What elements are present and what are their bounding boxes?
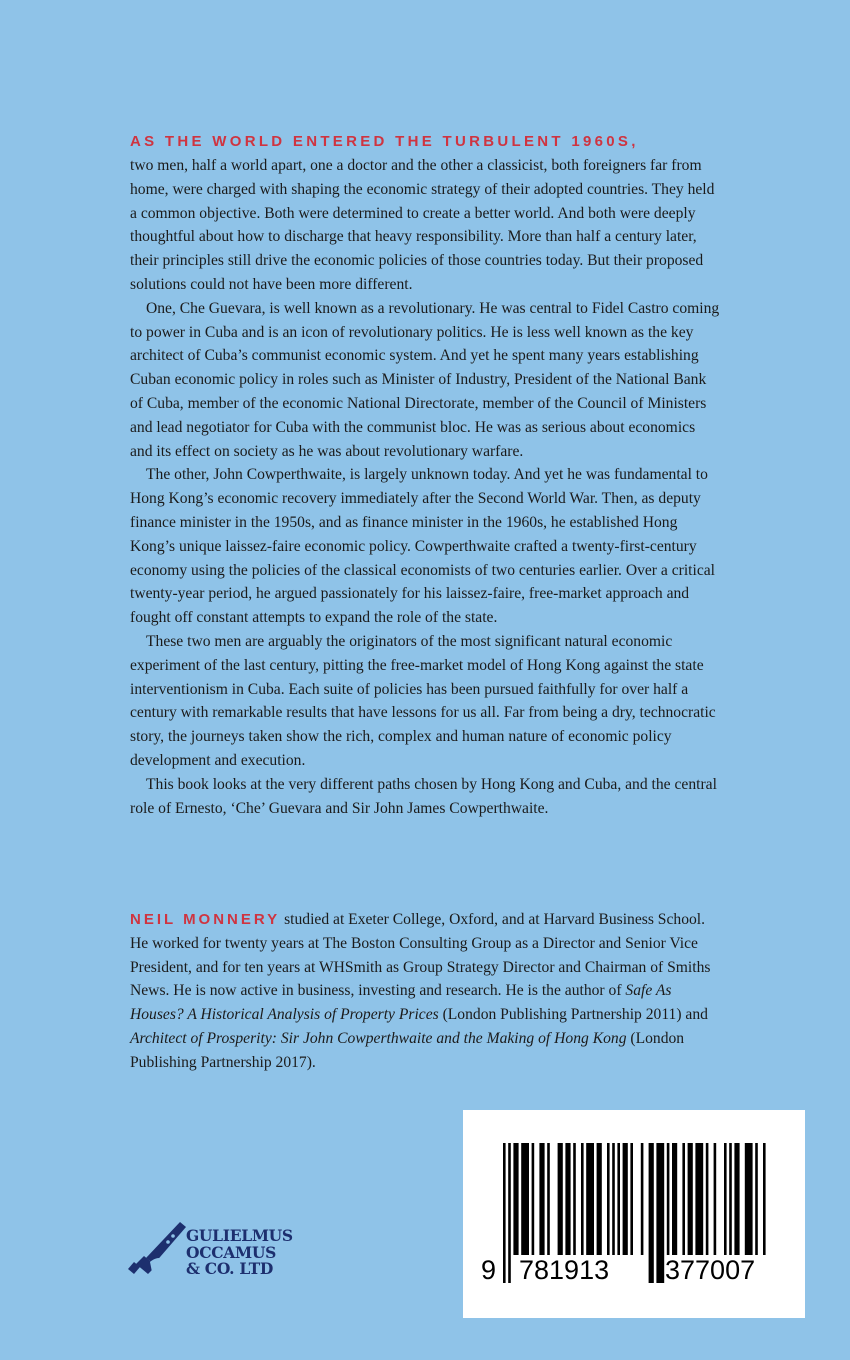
barcode-bar [617, 1143, 620, 1255]
barcode-bar [558, 1143, 563, 1255]
book-title: Architect of Prosperity: Sir John Cowperthwaite and the Making of Hong Kong [130, 1029, 627, 1047]
barcode-bar [682, 1143, 685, 1255]
barcode-bar [513, 1143, 518, 1255]
blurb-paragraph: two men, half a world apart, one a doctor and the other a classicist, both foreigners far from home, were charged with shaping the economic strategy of their adopted countries. They held a common objective. Both were determined to create a better world. And both were deeply thoughtful about how to discharge that heavy responsibility. More than half a century later, their principles still drive the economic policies of those countries today. But their proposed solutions could not have been more different. [130, 157, 715, 293]
barcode-bar [667, 1143, 670, 1255]
barcode-bar [630, 1143, 633, 1255]
book-title: Safe As Houses? A Historical Analysis of Property Prices [130, 982, 672, 1024]
barcode-bar [573, 1143, 576, 1255]
isbn-number [463, 1255, 805, 1285]
blurb-paragraph: The other, John Cowperthwaite, is largely unknown today. And yet he was fundamental to Hong Kong’s economic recovery immediately after the Second World War. Then, as deputy finance minister in the 1950s, and as finance minister in the 1960s, he established Hong Kong’s unique laissez-faire economic policy. Cowperthwaite crafted a twenty-first-century economy using the policies of the classical economists of two centuries earlier. Over a critical twenty-year period, he argued passionately for his laissez-faire, free-market approach and fought off constant attempts to expand the role of the state. [130, 466, 716, 627]
barcode-bar [607, 1143, 610, 1255]
barcode-bars [463, 1110, 805, 1318]
barcode-bar [612, 1143, 615, 1255]
barcode-bar [539, 1143, 544, 1255]
barcode-bar [672, 1143, 677, 1255]
bio-text: (London Publishing Partnership 2011) and [438, 1006, 708, 1024]
barcode-bar [565, 1143, 570, 1255]
isbn-barcode [463, 1110, 805, 1318]
blurb-paragraph: This book looks at the very different paths chosen by Hong Kong and Cuba, and the central role of Ernesto, ‘Che’ Guevara and Sir John James Cowperthwaite. [130, 775, 717, 817]
razor-icon [128, 1218, 188, 1288]
publisher-line: OCCAMUS [186, 1242, 276, 1262]
barcode-bar [714, 1143, 717, 1255]
barcode-bar [532, 1143, 535, 1255]
author-name: NEIL MONNERY [130, 911, 281, 928]
blurb-kicker: AS THE WORLD ENTERED THE TURBULENT 1960S, [130, 133, 639, 150]
barcode-bar [547, 1143, 550, 1255]
barcode-bar [706, 1143, 709, 1255]
barcode-bar [688, 1143, 693, 1255]
barcode-bar [729, 1143, 732, 1255]
bio-text: studied at Exeter College, Oxford, and at Harvard Business School. He worked for twenty years at The Boston Consulting Group as a Director and Senior Vice President, and for ten years at WHSmith as Group Strategy Director and Chairman of Smiths News. He is now active in business, investing and research. He is the author of [130, 911, 711, 1000]
barcode-bar [724, 1143, 727, 1255]
publisher-line: GULIELMUS [186, 1226, 293, 1245]
publisher-line: & CO. LTD [186, 1259, 274, 1278]
barcode-bar [597, 1143, 602, 1255]
blurb-lead-paragraph [130, 130, 720, 297]
barcode-bar [695, 1143, 703, 1255]
barcode-bar [734, 1143, 739, 1255]
blurb-paragraph: These two men are arguably the originators of the most significant natural economic experiment of the last century, pitting the free-market model of Hong Kong against the state interventionism in Cuba. Each suite of policies has been pursued faithfully for over half a century with remarkable results that have lessons for us all. Far from being a dry, technocratic story, the journeys taken show the rich, complex and human nature of economic policy development and execution. [130, 632, 716, 769]
barcode-bar [586, 1143, 594, 1255]
barcode-bar [745, 1143, 753, 1255]
barcode-bar [521, 1143, 529, 1255]
bio-text: (London Publishing Partnership 2017). [130, 1029, 685, 1071]
barcode-bar [763, 1143, 766, 1255]
publisher-logo [128, 1218, 328, 1288]
barcode-bar [641, 1143, 644, 1255]
isbn-digit-group: 377007 [665, 1255, 756, 1285]
publisher-name [186, 1228, 293, 1278]
author-bio [130, 908, 720, 1075]
blurb [130, 130, 720, 820]
isbn-digit-group: 781913 [519, 1255, 610, 1285]
barcode-bar [623, 1143, 628, 1255]
isbn-digit-group: 9 [481, 1255, 497, 1285]
barcode-bar [581, 1143, 584, 1255]
barcode-bar [755, 1143, 758, 1255]
blurb-paragraph: One, Che Guevara, is well known as a revolutionary. He was central to Fidel Castro coming to power in Cuba and is an icon of revolutionary politics. He is less well known as the key architect of Cuba’s communist economic system. And yet he spent many years establishing Cuban economic policy in roles such as Minister of Industry, President of the National Bank of Cuba, member of the economic National Directorate, member of the Council of Ministers and lead negotiator for Cuba with the communist bloc. He was as serious about economics and its effect on society as he was about revolutionary warfare. [130, 299, 720, 460]
